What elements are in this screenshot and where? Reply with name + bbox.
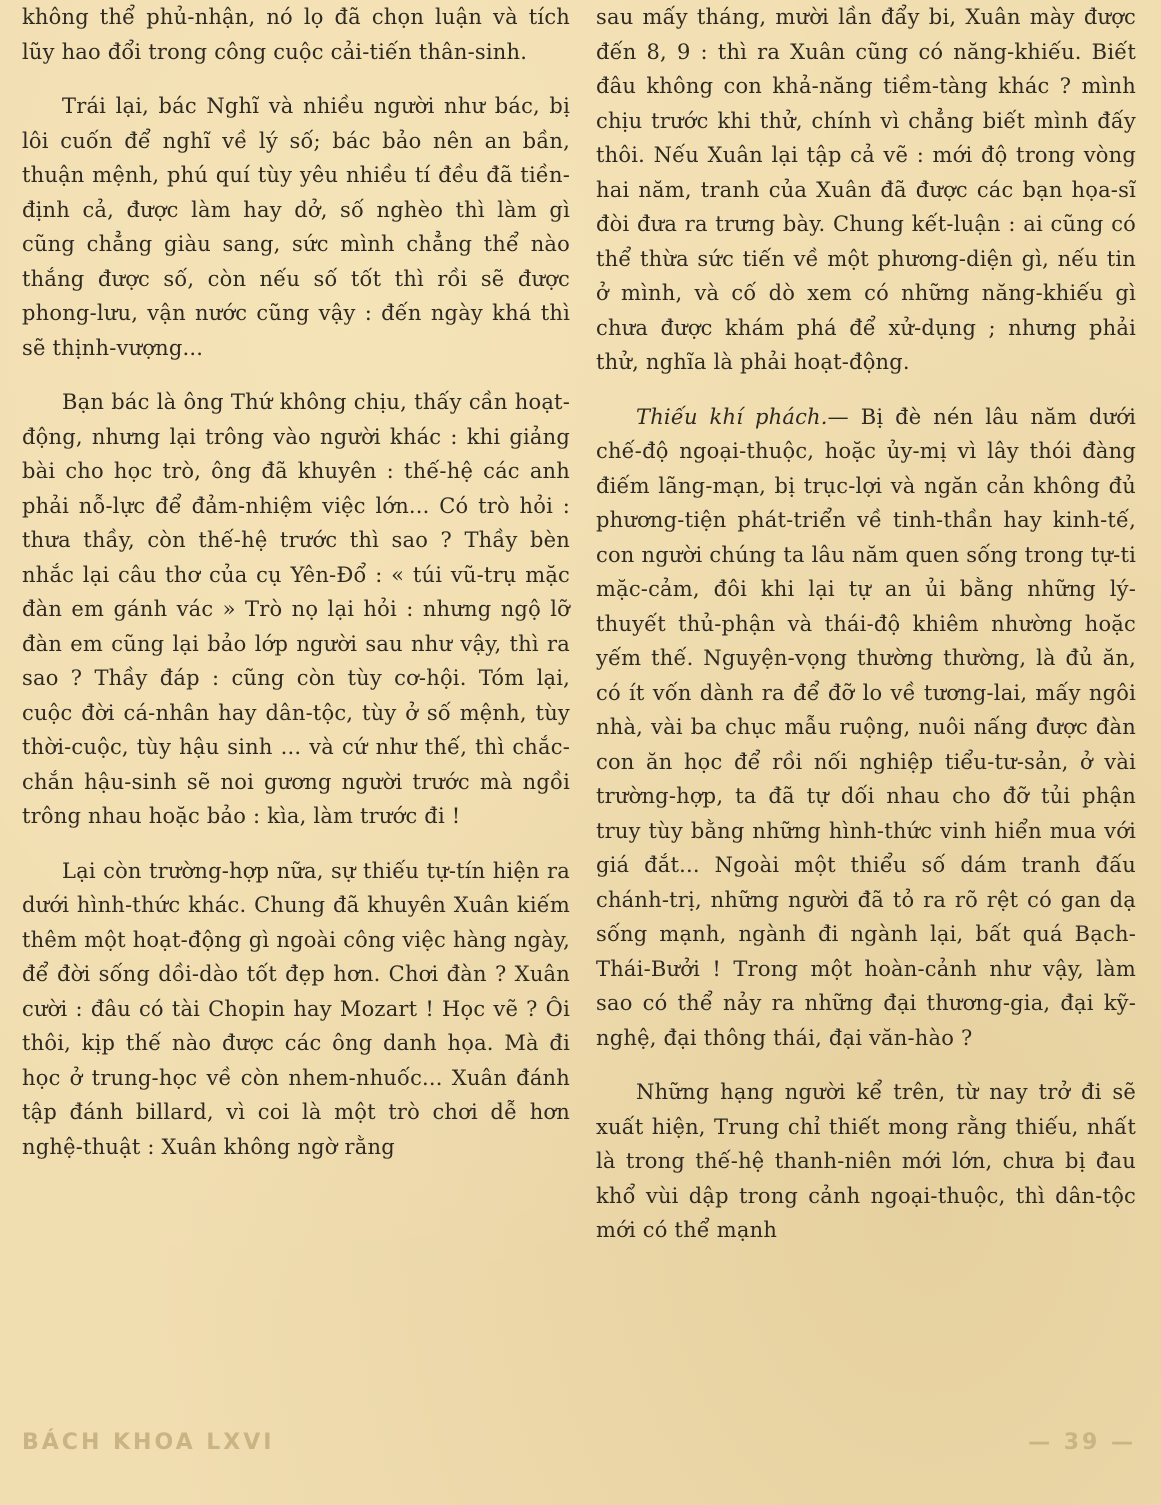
right-column [596, 0, 1136, 1248]
left-paragraph-1: không thể phủ-nhận, nó lọ đã chọn luận và tích lũy hao đổi trong công cuộc cải-tiến thân-sinh. [22, 5, 570, 64]
right-paragraph-2-body: Bị đè nén lâu năm dưới chế-độ ngoại-thuộc, hoặc ủy-mị vì lây thói đàng điếm lãng-mạn, bị trục-lợi và ngăn cản không đủ phương-tiện phát-triển về tinh-thần hay kinh-tế, con người chúng ta lâu năm quen sống trong tự-ti mặc-cảm, đôi khi lại tự an ủi bằng những lý-thuyết thủ-phận và thái-độ khiêm nhường hoặc yếm thế. Nguyện-vọng thường thường, là đủ ăn, có ít vốn dành ra để đỡ lo về tương-lai, mấy ngôi nhà, vài ba chục mẫu ruộng, nuôi nấng được đàn con ăn học để rồi nối nghiệp tiểu-tư-sản, ở vài trường-hợp, ta đã tự dối nhau cho đỡ tủi phận truy tùy bằng những hình-thức vinh hiển mua với giá đắt... Ngoài một thiểu số dám tranh đấu chánh-trị, những người đã tỏ ra rõ rệt có gan dạ sống mạnh, ngành đi ngành lại, bất quá Bạch-Thái-Bưởi ! Trong một hoàn-cảnh như vậy, làm sao có thể nảy ra những đại thương-gia, đại kỹ-nghệ, đại thông thái, đại văn-hào ? [596, 404, 1136, 1050]
section-heading: Thiếu khí phách.— [636, 404, 849, 429]
right-paragraph-2 [596, 400, 1136, 1056]
right-paragraph-1: sau mấy tháng, mười lần đẩy bi, Xuân mày được đến 8, 9 : thì ra Xuân cũng có năng-khiếu. Biết đâu không con khả-năng tiềm-tàng khác ? mình chịu trước khi thử, chính vì chẳng biết mình đấy thôi. Nếu Xuân lại tập cả vẽ : mới độ trong vòng hai năm, tranh của Xuân đã được các bạn họa-sĩ đòi đưa ra trưng bày. Chung kết-luận : ai cũng có thể thừa sức tiến về một phương-diện gì, nếu tin ở mình, và cố dò xem có những năng-khiếu gì chưa được khám phá để xử-dụng ; nhưng phải thử, nghĩa là phải hoạt-động. [596, 5, 1136, 374]
left-paragraph-3: Bạn bác là ông Thứ không chịu, thấy cần hoạt-động, nhưng lại trông vào người khác : khi giảng bài cho học trò, ông đã khuyên : thế-hệ các anh phải nỗ-lực để đảm-nhiệm việc lớn... Có trò hỏi : thưa thầy, còn thế-hệ trước thì sao ? Thầy bèn nhắc lại câu thơ của cụ Yên-Đổ : « túi vũ-trụ mặc đàn em gánh vác » Trò nọ lại hỏi : nhưng ngộ lỡ đàn em cũng lại bảo lớp người sau như vậy, thì ra sao ? Thầy đáp : cũng còn tùy cơ-hội. Tóm lại, cuộc đời cá-nhân hay dân-tộc, tùy ở số mệnh, tùy thời-cuộc, tùy hậu sinh ... và cứ như thế, thì chắc-chắn hậu-sinh sẽ noi gương người trước mà ngồi trông nhau hoặc bảo : kìa, làm trước đi ! [22, 390, 570, 828]
page-number: — 39 — [1028, 1430, 1136, 1455]
left-column [22, 0, 570, 1164]
page-footer [22, 1430, 1136, 1470]
publication-name: BÁCH KHOA LXVI [22, 1430, 275, 1455]
left-paragraph-2: Trái lại, bác Nghĩ và nhiều người như bác, bị lôi cuốn để nghĩ về lý số; bác bảo nên an bần, thuận mệnh, phú quí tùy yêu nhiều tí đều đã tiền-định cả, được làm hay dở, số nghèo thì làm gì cũng chẳng giàu sang, sức mình chẳng thể nào thắng được số, còn nếu số tốt thì rồi sẽ được phong-lưu, vận nước cũng vậy : đến ngày khá thì sẽ thịnh-vượng... [22, 94, 570, 360]
left-paragraph-4: Lại còn trường-hợp nữa, sự thiếu tự-tín hiện ra dưới hình-thức khác. Chung đã khuyên Xuân kiếm thêm một hoạt-động gì ngoài công việc hàng ngày, để đời sống dồi-dào tốt đẹp hơn. Chơi đàn ? Xuân cười : đâu có tài Chopin hay Mozart ! Học vẽ ? Ôi thôi, kịp thế nào được các ông danh họa. Mà đi học ở trung-học về còn nhem-nhuốc... Xuân đánh tập đánh billard, vì coi là một trò chơi dễ hơn nghệ-thuật : Xuân không ngờ rằng [22, 858, 570, 1159]
right-paragraph-3: Những hạng người kể trên, từ nay trở đi sẽ xuất hiện, Trung chỉ thiết mong rằng thiếu, nhất là trong thế-hệ thanh-niên mới lớn, chưa bị đau khổ vùi dập trong cảnh ngoại-thuộc, thì dân-tộc mới có thể mạnh [596, 1080, 1136, 1242]
